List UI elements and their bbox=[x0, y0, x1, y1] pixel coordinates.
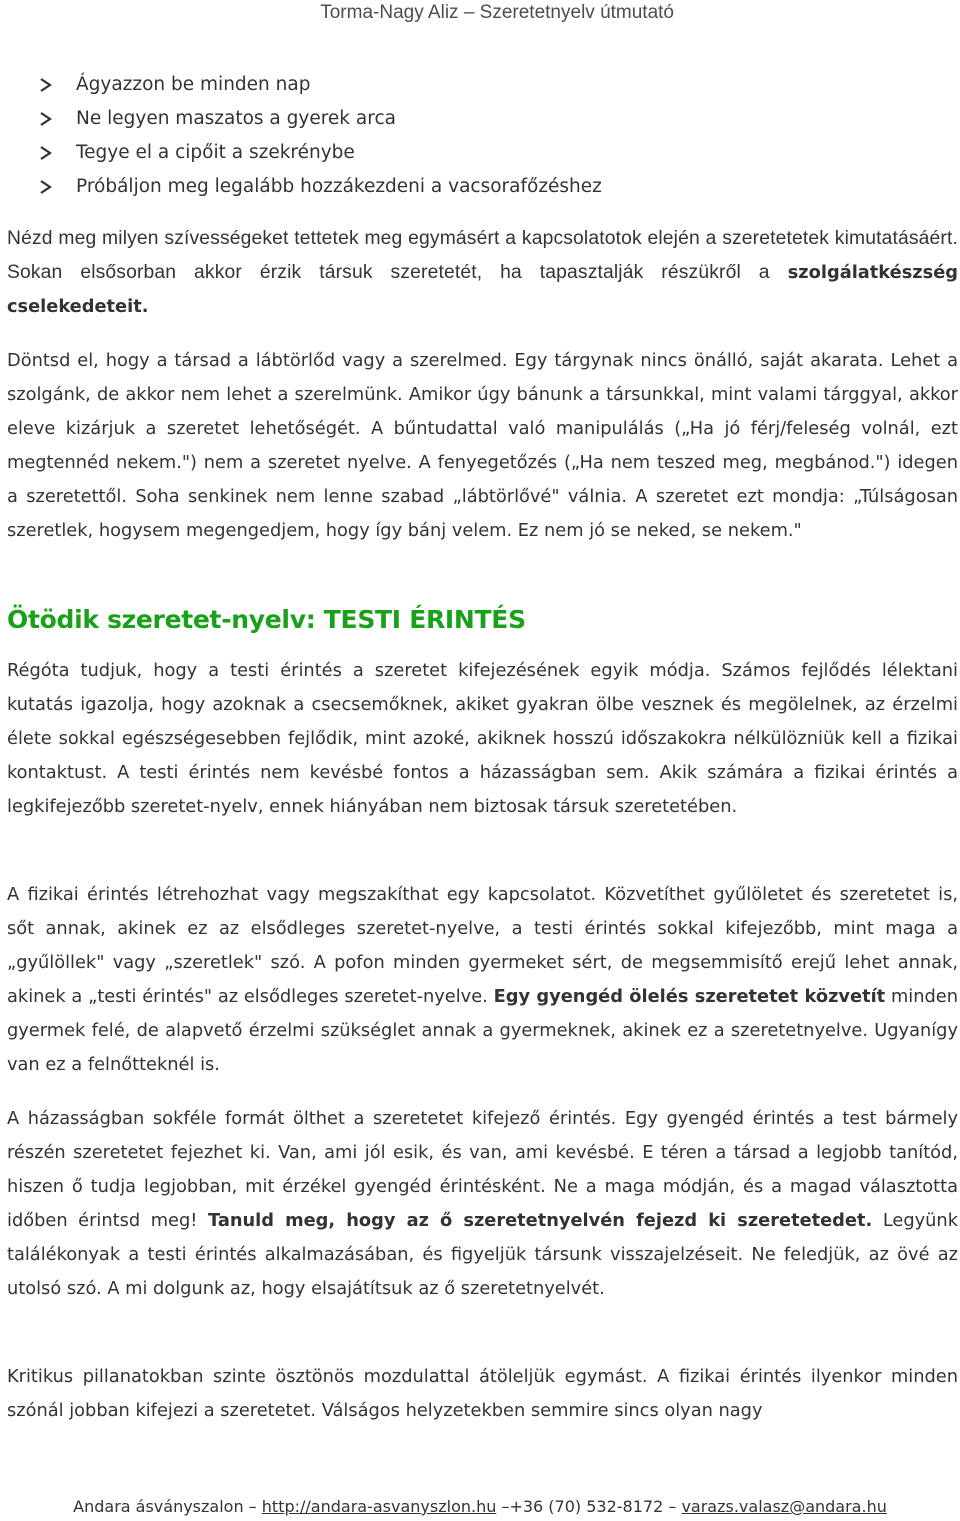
footer-website-link[interactable]: http://andara-asvanyszlon.hu bbox=[261, 1497, 497, 1516]
list-item-text: Próbáljon meg legalább hozzákezdeni a vacsorafőzéshez bbox=[76, 176, 602, 197]
bullet-list bbox=[38, 68, 602, 204]
paragraph-touch-research: Régóta tudjuk, hogy a testi érintés a szeretet kifejezésének egyik módja. Számos fejlődés lélektani kutatás igazolja, hogy azoknak a csecsemőknek, akiket gyakran ölbe vesznek és megölelnek, az érzelmi élete sokkal egészségesebben fejlődik, mint azoké, akiknek hosszú időszakokra nélkülözniük kell a fizikai kontaktust. A testi érintés nem kevésbé fontos a házasságban sem. Akik számára a fizikai érintés a legkifejezőbb szeretet-nyelv, ennek hiányában nem biztosak társuk szeretetében. bbox=[7, 660, 958, 817]
list-item-text: Ne legyen maszatos a gyerek arca bbox=[76, 108, 396, 129]
section-heading: Ötödik szeretet-nyelv: TESTI ÉRINTÉS bbox=[7, 605, 526, 634]
page-footer bbox=[0, 1497, 960, 1516]
paragraph-critical-moments: Kritikus pillanatokban szinte ösztönös mozdulattal átöleljük egymást. A fizikai érintés ilyenkor minden szónál jobban kifejezi a szeretetet. Válságos helyzetekben semmire sincs olyan nagy bbox=[7, 1366, 958, 1421]
paragraph-doormat: Döntsd el, hogy a társad a lábtörlőd vagy a szerelmed. Egy tárgynak nincs önálló, saját akarata. Lehet a szolgánk, de akkor nem lehet a szerelmünk. Amikor úgy bánunk a társunkkal, mint valami tárggyal, akkor eleve kizárjuk a szeretet lehetőségét. A bűntudattal való manipulálás („Ha jó férj/feleség volnál, ezt megtennéd nekem.") nem a szeretet nyelve. A fenyegetőzés („Ha nem teszed meg, megbánod.") idegen a szeretettől. Soha senkinek nem lenne szabad „lábtörlővé" válnia. A szeretet ezt mondja: „Túlságosan szeretlek, hogysem megengedjem, hogy így bánj velem. Ez nem jó se neked, se nekem." bbox=[7, 350, 958, 541]
page-header: Torma-Nagy Aliz – Szeretetnyelv útmutató bbox=[320, 2, 674, 23]
arrow-bullet-icon bbox=[38, 77, 54, 93]
arrow-bullet-icon bbox=[38, 145, 54, 161]
list-item-text: Tegye el a cipőit a szekrénybe bbox=[76, 142, 355, 163]
list-item bbox=[38, 136, 602, 170]
footer-email-link[interactable]: varazs.valasz@andara.hu bbox=[681, 1497, 887, 1516]
paragraph-physical-touch: A fizikai érintés létrehozhat vagy megszakíthat egy kapcsolatot. Közvetíthet gyűlöletet és szeretetet is, sőt annak, akinek ez az elsődleges szeretet-nyelve, a testi érintés sokkal kifejezőbb, mint maga a „gyűlöllek" vagy „szeretlek" szó. A pofon minden gyermeket sért, de megsemmisítő erejű lehet annak, akinek a „testi érintés" az elsődleges szeretet-nyelve. Egy gyengéd ölelés szeretetet közvetít minden gyermek felé, de alapvető érzelmi szükséglet annak a gyermeknek, akinek ez a szeretetnyelve. Ugyanígy van ez a felnőtteknél is. bbox=[7, 884, 958, 1075]
arrow-bullet-icon bbox=[38, 111, 54, 127]
footer-phone: –+36 (70) 532-8172 – bbox=[501, 1497, 677, 1516]
footer-company: Andara ásványszalon – bbox=[73, 1497, 257, 1516]
list-item-text: Ágyazzon be minden nap bbox=[76, 74, 311, 95]
paragraph-marriage-touch: A házasságban sokféle formát ölthet a szeretetet kifejező érintés. Egy gyengéd érintés a test bármely részén szeretetet fejezhet ki. Van, ami jól esik, és van, ami kevésbé. E téren a társad a legjobb tanítód, hiszen ő tudja legjobban, mit érzékel gyengéd érintésként. Ne a maga módján, és a magad választotta időben érintsd meg! Tanuld meg, hogy az ő szeretetnyelvén fejezd ki szeretetedet. Legyünk találékonyak a testi érintés alkalmazásában, és figyeljük társunk visszajelzéseit. Ne feledjük, az övé az utolsó szó. A mi dolgunk az, hogy elsajátítsuk az ő szeretetnyelvét. bbox=[7, 1108, 958, 1299]
list-item bbox=[38, 68, 602, 102]
list-item bbox=[38, 102, 602, 136]
paragraph-kindness: Nézd meg milyen szívességeket tettetek meg egymásért a kapcsolatotok elején a szeretetetek kimutatásáért. Sokan elsősorban akkor érzik társuk szeretetét, ha tapasztalják részükről a szolgálatkészség cselekedeteit. bbox=[7, 228, 958, 317]
arrow-bullet-icon bbox=[38, 179, 54, 195]
list-item bbox=[38, 170, 602, 204]
